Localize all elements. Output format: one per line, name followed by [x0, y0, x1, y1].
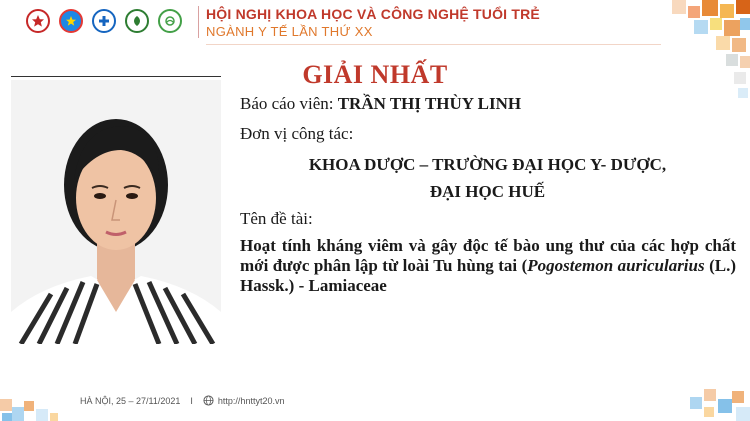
- footer-location-date: HÀ NỘI, 25 – 27/11/2021: [80, 395, 181, 406]
- unit-value-line-2: ĐẠI HỌC HUẾ: [429, 182, 546, 201]
- association-logo: [158, 9, 182, 33]
- pharmacy-logo: [125, 9, 149, 33]
- topic-text: [240, 236, 736, 296]
- unit-label: Đơn vị công tác:: [240, 124, 354, 143]
- topic-text-part-2: (L.) Hassk.) - Lamiaceae: [240, 256, 736, 295]
- header-underline: [206, 44, 661, 45]
- reporter-line: [240, 94, 521, 114]
- footer-separator: I: [190, 395, 193, 406]
- unit-value-line-1: KHOA DƯỢC – TRƯỜNG ĐẠI HỌC Y- DƯỢC,: [308, 155, 667, 174]
- youth-union-logo: [59, 9, 83, 33]
- reporter-name: TRẦN THỊ THÙY LINH: [337, 94, 522, 113]
- decorative-cubes-bottom-right: [670, 371, 750, 421]
- conference-subtitle: NGÀNH Y TẾ LẦN THỨ XX: [206, 24, 373, 39]
- decorative-cubes-top: [630, 0, 750, 110]
- globe-icon: [203, 395, 214, 406]
- topic-scientific-name: Pogostemon auricularius: [527, 256, 705, 275]
- footer-url-group: [203, 395, 285, 406]
- medical-logo: [92, 9, 116, 33]
- award-title: GIẢI NHẤT: [302, 60, 448, 89]
- footer-url[interactable]: http://hnttyt20.vn: [217, 395, 285, 406]
- topic-text-part-1: Hoạt tính kháng viêm và gây độc tế bào ung thư của các hợp chất mới được phân lập từ loài Tu hùng tai (: [240, 236, 736, 275]
- decorative-cubes-bottom-left: [0, 379, 72, 421]
- reporter-label: Báo cáo viên:: [240, 94, 338, 113]
- header-divider: [198, 6, 199, 38]
- photo-top-rule: [11, 76, 221, 77]
- topic-label: Tên đề tài:: [240, 209, 313, 228]
- emblem-logo: [26, 9, 50, 33]
- logo-row: [26, 9, 182, 33]
- footer: [80, 395, 284, 406]
- reporter-photo: [11, 80, 221, 344]
- conference-title: HỘI NGHỊ KHOA HỌC VÀ CÔNG NGHỆ TUỔI TRẺ: [206, 6, 540, 22]
